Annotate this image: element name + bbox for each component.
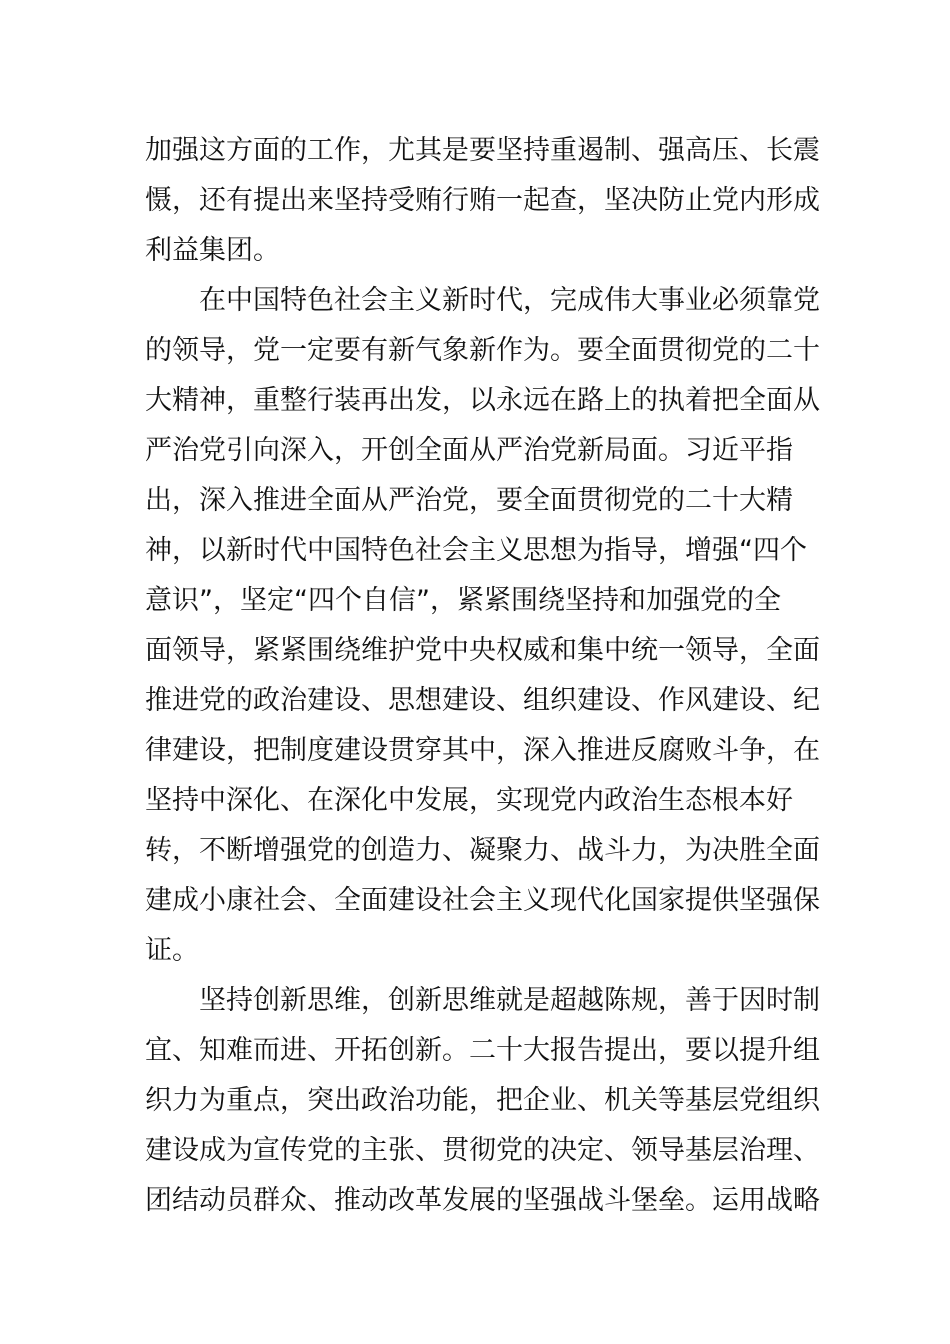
text-line: 团结动员群众、推动改革发展的坚强战斗堡垒。运用战略 — [145, 1185, 820, 1216]
text-line: 的领导，党一定要有新气象新作为。要全面贯彻党的二十 — [145, 335, 820, 366]
text-line: 在中国特色社会主义新时代，完成伟大事业必须靠党 — [145, 285, 820, 316]
text-line: 出，深入推进全面从严治党，要全面贯彻党的二十大精 — [145, 485, 793, 516]
text-line: 律建设，把制度建设贯穿其中，深入推进反腐败斗争，在 — [145, 735, 820, 766]
text-line: 大精神，重整行装再出发，以永远在路上的执着把全面从 — [145, 385, 820, 416]
text-line: 坚持中深化、在深化中发展，实现党内政治生态根本好 — [145, 785, 793, 816]
text-line: 加强这方面的工作，尤其是要坚持重遏制、强高压、长震 — [145, 135, 820, 166]
text-line: 转，不断增强党的创造力、凝聚力、战斗力，为决胜全面 — [145, 835, 820, 866]
text-line: 坚持创新思维，创新思维就是超越陈规，善于因时制 — [145, 985, 820, 1016]
text-line: 慑，还有提出来坚持受贿行贿一起查，坚决防止党内形成 — [145, 185, 820, 216]
text-line: 利益集团。 — [145, 235, 280, 266]
text-line: 织力为重点，突出政治功能，把企业、机关等基层党组织 — [145, 1085, 820, 1116]
text-line: 建设成为宣传党的主张、贯彻党的决定、领导基层治理、 — [145, 1135, 820, 1166]
text-line: 推进党的政治建设、思想建设、组织建设、作风建设、纪 — [145, 685, 820, 716]
text-line: 面领导，紧紧围绕维护党中央权威和集中统一领导，全面 — [145, 635, 820, 666]
text-line: 神，以新时代中国特色社会主义思想为指导，增强“四个 — [145, 535, 807, 566]
text-line: 意识”，坚定“四个自信”，紧紧围绕坚持和加强党的全 — [145, 585, 781, 616]
text-line: 证。 — [145, 935, 199, 966]
text-line: 建成小康社会、全面建设社会主义现代化国家提供坚强保 — [145, 885, 820, 916]
text-line: 严治党引向深入，开创全面从严治党新局面。习近平指 — [145, 435, 793, 466]
document-body — [145, 126, 825, 1226]
text-line: 宜、知难而进、开拓创新。二十大报告提出，要以提升组 — [145, 1035, 820, 1066]
